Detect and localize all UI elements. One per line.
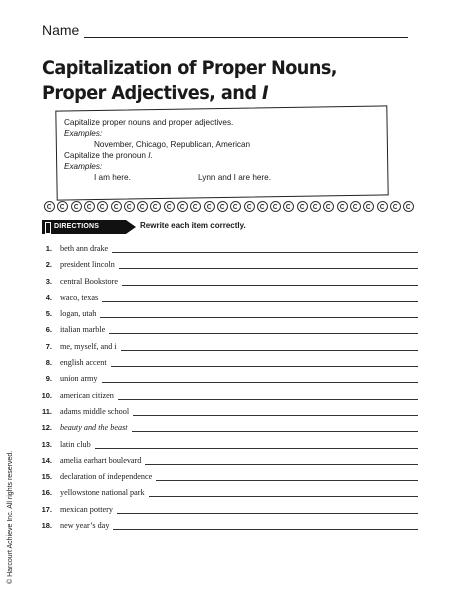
item-text: italian marble (60, 325, 106, 335)
spiral-icon (230, 201, 241, 212)
spiral-icon (84, 201, 95, 212)
item-number: 7. (45, 341, 52, 351)
directions-badge (42, 220, 126, 234)
list-item (28, 521, 418, 537)
spiral-icon (164, 201, 175, 212)
spiral-icon (257, 201, 268, 212)
item-number: 8. (45, 358, 52, 368)
list-item (28, 391, 418, 407)
title-line-2 (42, 81, 395, 106)
spiral-icon (177, 201, 188, 212)
spiral-icon (190, 201, 201, 212)
item-text: adams middle school (60, 406, 130, 416)
item-number: 3. (45, 276, 52, 286)
answer-line[interactable] (111, 366, 418, 367)
spiral-icon (150, 201, 161, 212)
item-text: central Bookstore (60, 276, 118, 286)
spiral-icon (71, 201, 82, 212)
answer-line[interactable] (145, 464, 418, 465)
copyright-notice: © Harcourt Achieve Inc. All rights reserved. (7, 450, 14, 584)
spiral-icon (204, 201, 215, 212)
spiral-icon (337, 201, 348, 212)
answer-line[interactable] (132, 431, 418, 432)
directions-text: Rewrite each item correctly. (140, 221, 246, 230)
answer-line[interactable] (119, 268, 418, 269)
item-text: union army (60, 374, 98, 384)
rule-2-suffix: . (150, 151, 153, 160)
item-text: latin club (60, 439, 91, 449)
answer-line[interactable] (113, 529, 418, 530)
spiral-icon (310, 201, 321, 212)
directions-badge-label: DIRECTIONS (54, 223, 100, 230)
answer-line[interactable] (102, 382, 418, 383)
directions-row (42, 220, 422, 236)
pencil-icon (45, 222, 51, 234)
answer-line[interactable] (95, 448, 418, 449)
spiral-border (44, 201, 414, 215)
item-number: 14. (41, 455, 52, 465)
item-number: 16. (41, 488, 52, 498)
list-item (28, 244, 418, 260)
spiral-icon (297, 201, 308, 212)
item-number: 9. (45, 374, 52, 384)
examples-label-2: Examples: (64, 162, 103, 171)
item-number: 15. (41, 472, 52, 482)
name-label: Name (42, 22, 80, 38)
item-text: me, myself, and i (60, 341, 117, 351)
name-line[interactable] (84, 37, 408, 38)
item-text: yellowstone national park (60, 488, 145, 498)
item-number: 17. (41, 504, 52, 514)
answer-line[interactable] (118, 399, 418, 400)
spiral-icon (124, 201, 135, 212)
item-text: beauty and the beast (60, 423, 128, 433)
list-item (28, 358, 418, 374)
spiral-icon (217, 201, 228, 212)
list-item (28, 374, 418, 390)
rule-2 (64, 150, 394, 161)
item-number: 2. (45, 260, 52, 270)
spiral-icon (283, 201, 294, 212)
rule-1: Capitalize proper nouns and proper adjectives. (64, 118, 234, 127)
item-text: amelia earhart boulevard (60, 455, 142, 465)
answer-line[interactable] (149, 496, 418, 497)
answer-line[interactable] (121, 350, 418, 351)
rule-box (64, 117, 394, 183)
spiral-icon (57, 201, 68, 212)
name-row (42, 22, 408, 40)
item-number: 12. (41, 423, 52, 433)
list-item (28, 505, 418, 521)
title-line-1: Capitalization of Proper Nouns, (42, 57, 337, 79)
item-text: waco, texas (60, 292, 99, 302)
spiral-icon (377, 201, 388, 212)
worksheet-title (42, 56, 395, 106)
item-text: american citizen (60, 390, 114, 400)
spiral-icon (390, 201, 401, 212)
item-text: logan, utah (60, 309, 97, 319)
spiral-icon (323, 201, 334, 212)
example-1: November, Chicago, Republican, American (94, 140, 251, 149)
answer-line[interactable] (117, 513, 418, 514)
list-item (28, 488, 418, 504)
spiral-icon (403, 201, 414, 212)
item-number: 18. (41, 521, 52, 531)
spiral-icon (97, 201, 108, 212)
list-item (28, 407, 418, 423)
example-2-row (64, 172, 394, 183)
list-item (28, 293, 418, 309)
item-number: 6. (45, 325, 52, 335)
examples-label-1: Examples: (64, 129, 103, 138)
list-item (28, 423, 418, 439)
list-item (28, 277, 418, 293)
answer-line[interactable] (112, 252, 418, 253)
rule-2-prefix: Capitalize the pronoun (64, 151, 149, 160)
title-line-2-text: Proper Adjectives, and (42, 82, 263, 104)
item-text: president lincoln (60, 260, 115, 270)
item-number: 10. (41, 390, 52, 400)
item-text: english accent (60, 358, 107, 368)
example-2b: Lynn and I are here. (198, 173, 271, 182)
spiral-icon (363, 201, 374, 212)
answer-line[interactable] (122, 285, 418, 286)
item-number: 5. (45, 309, 52, 319)
answer-line[interactable] (133, 415, 418, 416)
list-item (28, 472, 418, 488)
answer-line[interactable] (156, 480, 418, 481)
title-pronoun-i: I (262, 82, 269, 104)
spiral-icon (350, 201, 361, 212)
item-text: mexican pottery (60, 504, 113, 514)
example-2a: I am here. (94, 173, 131, 182)
list-item (28, 309, 418, 325)
item-text: declaration of independence (60, 472, 153, 482)
item-list (28, 244, 418, 537)
item-number: 4. (45, 292, 52, 302)
spiral-icon (44, 201, 55, 212)
spiral-icon (111, 201, 122, 212)
list-item (28, 342, 418, 358)
list-item (28, 325, 418, 341)
spiral-icon (244, 201, 255, 212)
item-number: 11. (41, 406, 52, 416)
list-item (28, 440, 418, 456)
item-text: new year’s day (60, 521, 110, 531)
list-item (28, 260, 418, 276)
item-text: beth ann drake (60, 244, 109, 253)
spiral-icon (270, 201, 281, 212)
answer-line[interactable] (109, 333, 418, 334)
answer-line[interactable] (100, 317, 418, 318)
list-item (28, 456, 418, 472)
spiral-icon (137, 201, 148, 212)
rule-2-i: I (148, 151, 151, 160)
answer-line[interactable] (102, 301, 418, 302)
item-number: 13. (41, 439, 52, 449)
item-number: 1. (45, 244, 52, 253)
